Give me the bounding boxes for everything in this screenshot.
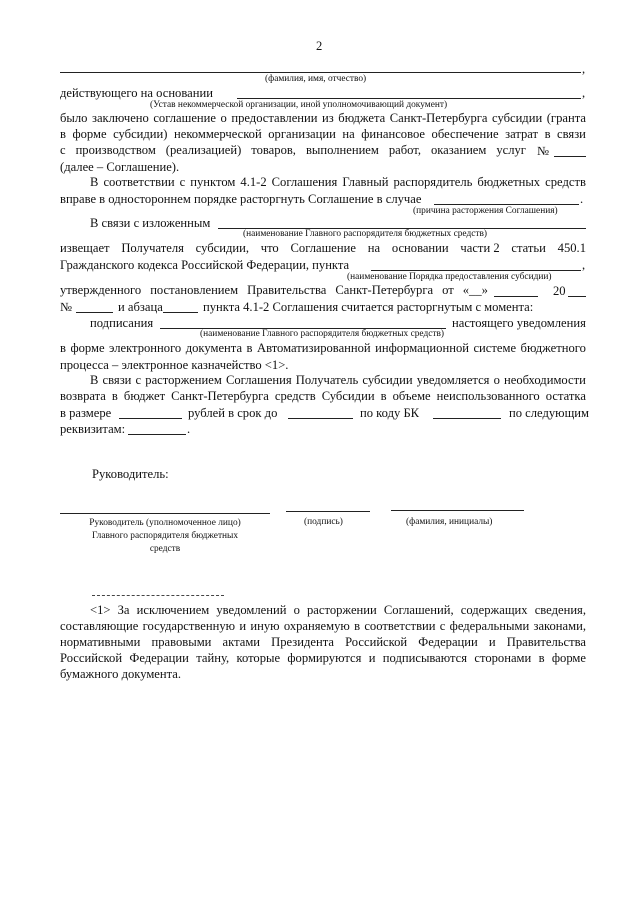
word: «__» <box>462 283 488 297</box>
signature-name-line <box>391 510 524 511</box>
word: о <box>493 373 500 387</box>
word: средств <box>274 389 316 403</box>
word: Главный <box>342 175 389 189</box>
word: уведомляется <box>416 373 490 387</box>
word: расторжением <box>145 373 222 387</box>
word: утвержденного <box>60 283 142 297</box>
word: Соглашения <box>271 175 338 189</box>
p3-year: 20 <box>553 284 566 298</box>
word: бюджет <box>123 389 166 403</box>
footnote-separator <box>92 595 224 596</box>
p3-line6-notice: настоящего уведомления <box>452 316 586 330</box>
date-month-line <box>494 296 538 297</box>
p4-line3-size: в размере <box>60 406 112 420</box>
word: работ, <box>388 143 421 157</box>
word: остатка <box>545 389 586 403</box>
word: субсидии) <box>113 127 168 141</box>
p3-line5-number: № <box>60 300 73 314</box>
word: субсидии <box>492 111 543 125</box>
word: Санкт-Петербурга <box>389 111 488 125</box>
word: из <box>322 111 334 125</box>
word: бюджетных <box>477 175 541 189</box>
word: связи <box>102 373 132 387</box>
caption-gpbs-2: (наименование Главного распорядителя бюджетных средств) <box>200 329 445 339</box>
word: (гранта <box>546 111 586 125</box>
word: постановлением <box>150 283 239 297</box>
word: предоставлении <box>231 111 318 125</box>
signature-position-line <box>60 513 270 514</box>
word: бюджетного <box>520 341 586 355</box>
word: Соглашение <box>290 241 356 255</box>
word: некоммерческой <box>174 127 262 141</box>
p4-line4-end: . <box>187 422 191 436</box>
caption-gpbs-1: (наименование Главного распорядителя бюджетных средств) <box>243 229 488 239</box>
basis-fill-line <box>237 98 581 99</box>
word: 4.1-2 <box>240 175 267 189</box>
word: В <box>90 373 99 387</box>
word: пунктом <box>190 175 236 189</box>
word: Получателя <box>121 241 184 255</box>
word: субсидии <box>362 373 413 387</box>
word: возврата <box>60 389 106 403</box>
word: части 2 <box>460 241 500 255</box>
word: извещает <box>60 241 110 255</box>
fio-fill-line <box>60 72 581 73</box>
caption-charter: (Устав некоммерческой организации, иной уполномочивающий документ) <box>150 100 448 110</box>
word: услуг <box>496 143 526 157</box>
word: распорядитель <box>393 175 473 189</box>
p3-line5-paragraph: и абзаца <box>118 300 163 314</box>
word: Получатель <box>295 373 359 387</box>
caption-signatory-line3: средств <box>149 544 181 554</box>
line2-end: , <box>582 86 586 100</box>
word: Санкт-Петербурга <box>171 389 269 403</box>
p4-line3-code: по коду БК <box>360 406 420 420</box>
word: в <box>60 127 66 141</box>
p3-line2 <box>60 241 586 257</box>
word: с <box>179 175 186 189</box>
caption-signatory-line1: Руководитель (уполномоченное лицо) <box>89 518 241 528</box>
word: на <box>342 127 355 141</box>
word: Субсидии <box>321 389 375 403</box>
date-year-line <box>568 296 586 297</box>
paragraph-number-line <box>163 312 198 313</box>
word: форме <box>70 341 105 355</box>
word: Автоматизированной <box>256 341 371 355</box>
kbk-fill-line <box>433 418 501 419</box>
word: 450.1 <box>557 241 586 255</box>
word: В <box>90 175 99 189</box>
page-number: 2 <box>316 39 323 53</box>
caption-procedure: (наименование Порядка предоставления субсидии) <box>347 272 552 282</box>
word: информационной <box>375 341 469 355</box>
caption-reason: (причина расторжения Соглашения) <box>413 206 558 216</box>
p1-line2 <box>60 127 586 143</box>
word: с <box>135 373 142 387</box>
acting-basis-label: действующего на основании <box>60 86 213 100</box>
word: основании <box>391 241 449 255</box>
footnote-text: <1> За исключением уведомлений о расторжении Соглашений, содержащих сведения, составляющие государственную и иную охраняемую в соответствии с федеральными законами, нормативными правовыми актами Президента Российской Федерации и Правительства Российской Федерации тайну, которые формируются и подписываются сторонами в форме бумажного документа. <box>60 603 586 681</box>
p4-line4: реквизитам: <box>60 422 126 436</box>
p4-line3-following: по следующим <box>509 406 590 420</box>
word: Соглашения <box>225 373 292 387</box>
word: Правительства <box>247 283 327 297</box>
word: обеспечение <box>431 127 499 141</box>
word: (реализацией) <box>165 143 242 157</box>
p2-line2-end: . <box>580 192 584 206</box>
caption-fio: (фамилия, имя, отчество) <box>265 74 367 84</box>
word: что <box>260 241 279 255</box>
word: было <box>60 111 88 125</box>
deadline-fill-line <box>288 418 353 419</box>
p2-line1 <box>90 175 586 191</box>
p3-line8: процесса – электронное казначейство <1>. <box>60 358 289 372</box>
word: товаров, <box>251 143 296 157</box>
word: организации <box>268 127 336 141</box>
word: документа <box>185 341 243 355</box>
p4-line2 <box>60 389 586 405</box>
word: от <box>442 283 454 297</box>
caption-signature: (подпись) <box>304 517 343 527</box>
word: статьи <box>511 241 546 255</box>
word: бюджета <box>338 111 386 125</box>
word: производством <box>75 143 156 157</box>
signature-sign-line <box>286 511 370 512</box>
p1-line1 <box>60 111 586 127</box>
word: в <box>60 341 66 355</box>
word: электронного <box>109 341 182 355</box>
word: о <box>220 111 227 125</box>
word: затрат <box>505 127 539 141</box>
p4-line1 <box>90 373 586 389</box>
reason-fill-line <box>434 204 579 205</box>
p3-line3: Гражданского кодекса Российской Федерации, пункта <box>60 258 350 272</box>
word: субсидии, <box>195 241 249 255</box>
word: выполнением <box>305 143 379 157</box>
word: неиспользованного <box>436 389 540 403</box>
requisites-fill-line <box>128 434 186 435</box>
word: с <box>60 143 66 157</box>
p3-line4 <box>60 283 488 299</box>
p4-line3-term: рублей в срок до <box>188 406 278 420</box>
caption-signatory <box>60 517 270 556</box>
word: в <box>380 389 387 403</box>
caption-name-initials: (фамилия, инициалы) <box>406 517 493 527</box>
p3-line5-rest: пункта 4.1-2 Соглашения считается расторгнутым с момента: <box>203 300 534 314</box>
word: в <box>544 127 551 141</box>
p1-line3 <box>60 143 526 159</box>
word: соответствии <box>103 175 175 189</box>
line1-end: , <box>582 62 586 76</box>
signature-head: Руководитель: <box>92 467 169 481</box>
p1-number-sign: № <box>537 144 550 158</box>
caption-signatory-line2: Главного распорядителя бюджетных <box>91 531 239 541</box>
resolution-number-line <box>76 312 113 313</box>
word: необходимости <box>504 373 586 387</box>
amount-fill-line <box>119 418 182 419</box>
word: Санкт-Петербурга <box>335 283 434 297</box>
p1-line4: (далее – Соглашение). <box>60 160 180 174</box>
procedure-fill-line <box>371 270 581 271</box>
word: в <box>111 389 118 403</box>
p2-line2: вправе в одностороннем порядке расторгнуть Соглашение в случае <box>60 192 422 206</box>
p3-line3-end: , <box>582 258 586 272</box>
word: связи <box>557 127 586 141</box>
word: финансовое <box>361 127 426 141</box>
word: оказанием <box>430 143 487 157</box>
word: средств <box>545 175 586 189</box>
p3-line6-sign: подписания <box>90 316 154 330</box>
p3-line7 <box>60 341 586 357</box>
word: системе <box>473 341 517 355</box>
word: в <box>246 341 253 355</box>
word: заключено <box>91 111 149 125</box>
p3-line1: В связи с изложенным <box>90 216 211 230</box>
word: на <box>367 241 381 255</box>
word: форме <box>72 127 107 141</box>
agreement-number-line <box>554 156 586 157</box>
word: соглашение <box>153 111 216 125</box>
word: объеме <box>392 389 431 403</box>
